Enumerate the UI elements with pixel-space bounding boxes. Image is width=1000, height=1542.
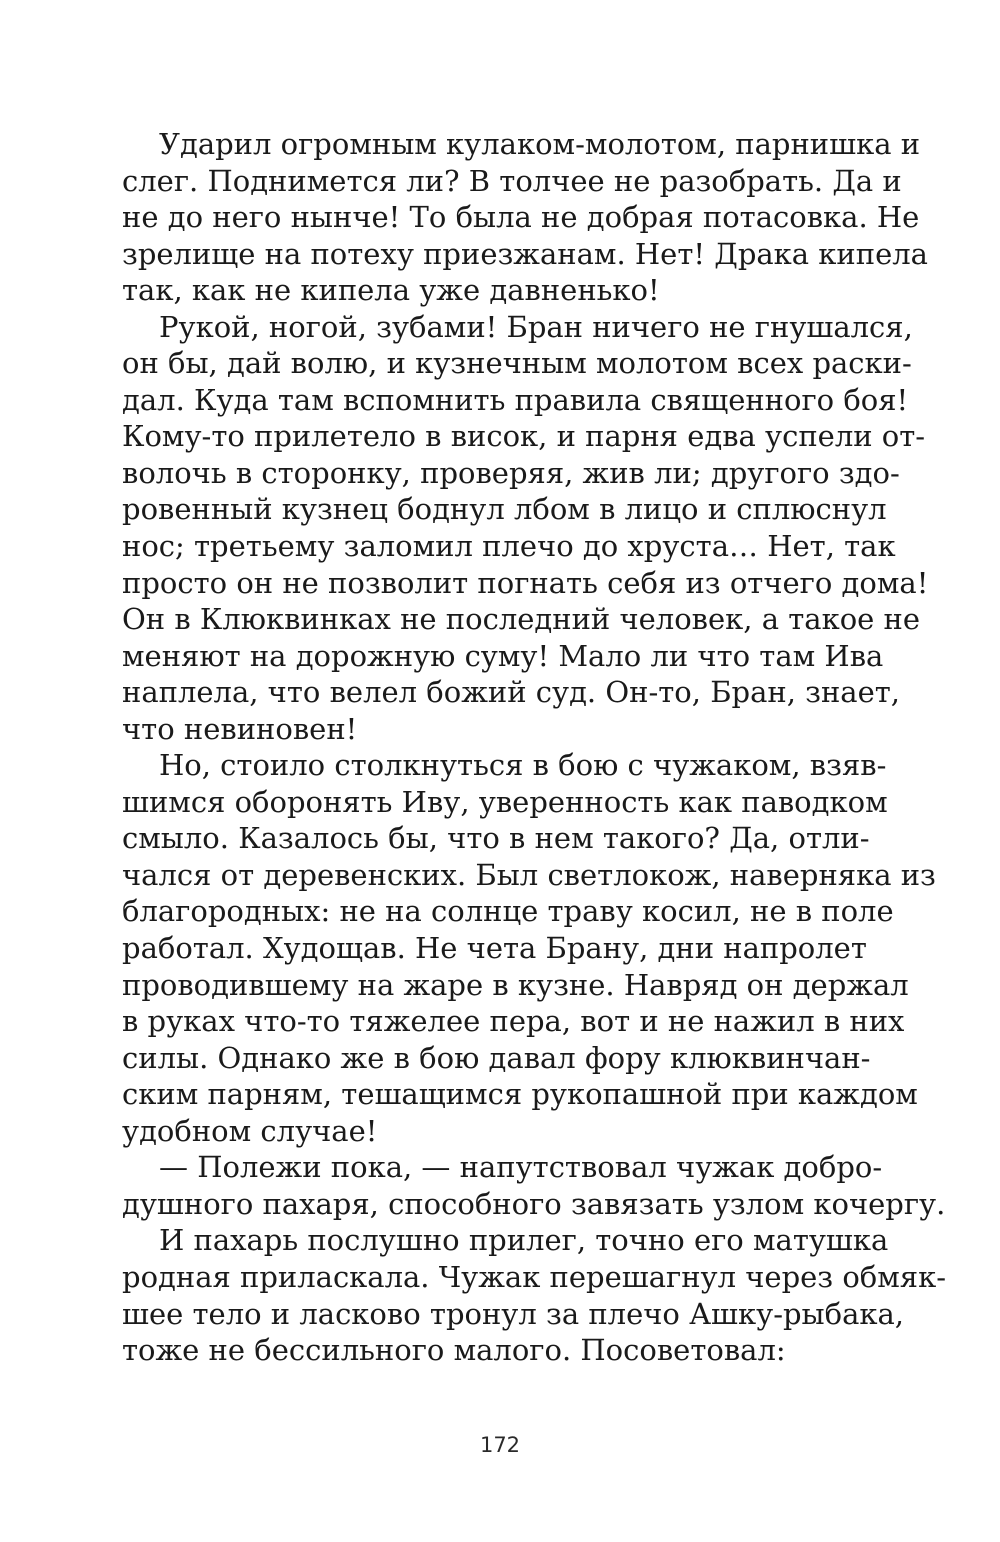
text-line: в руках что-то тяжелее пера, вот и не нажил в них (122, 1004, 905, 1039)
text-line: — Полежи пока, — напутствовал чужак добро- (159, 1150, 883, 1185)
text-line: Кому-то прилетело в висок, и парня едва успели от- (122, 419, 926, 454)
text-line: что невиновен! (122, 711, 358, 746)
text-line: ровенный кузнец боднул лбом в лицо и сплюснул (122, 492, 887, 527)
text-line: работал. Худощав. Не чета Брану, дни напролет (122, 931, 867, 966)
text-line: И пахарь послушно прилег, точно его матушка (159, 1223, 889, 1258)
text-line: шимся оборонять Иву, уверенность как паводком (122, 784, 888, 819)
text-line: меняют на дорожную суму! Мало ли что там Ива (122, 638, 884, 673)
text-line: тоже не бессильного малого. Посоветовал: (122, 1333, 786, 1368)
text-line: дал. Куда там вспомнить правила священного боя! (122, 382, 909, 417)
text-line: шее тело и ласково тронул за плечо Ашку-рыбака, (122, 1296, 905, 1331)
text-line: так, как не кипела уже давненько! (122, 273, 660, 308)
text-line: Рукой, ногой, зубами! Бран ничего не гнушался, (159, 309, 913, 344)
text-line: нос; третьему заломил плечо до хруста… Нет, так (122, 529, 896, 564)
text-line: волочь в сторонку, проверяя, жив ли; другого здо- (122, 455, 900, 490)
text-line: слег. Поднимется ли? В толчее не разобрать. Да и (122, 163, 902, 198)
text-line: ским парням, тешащимся рукопашной при каждом (122, 1077, 918, 1112)
text-line: Но, стоило столкнуться в бою с чужаком, взяв- (159, 748, 887, 783)
text-line: наплела, что велел божий суд. Он-то, Бран, знает, (122, 675, 900, 710)
text-line: душного пахаря, способного завязать узлом кочергу. (122, 1186, 946, 1221)
text-line: зрелище на потеху приезжанам. Нет! Драка кипела (122, 236, 928, 271)
text-line: Он в Клюквинках не последний человек, а такое не (122, 602, 921, 637)
text-line: не до него нынче! То была не добрая потасовка. Не (122, 200, 920, 235)
text-line: просто он не позволит погнать себя из отчего дома! (122, 565, 929, 600)
text-line: благородных: не на солнце траву косил, не в поле (122, 894, 894, 929)
body-text (122, 126, 947, 1369)
page-number: 172 (479, 1433, 521, 1457)
text-line: чался от деревенских. Был светлокож, наверняка из (122, 857, 936, 892)
text-line: смыло. Казалось бы, что в нем такого? Да, отли- (122, 821, 870, 856)
text-line: удобном случае! (122, 1113, 378, 1148)
text-line: родная приласкала. Чужак перешагнул через обмяк- (122, 1259, 947, 1294)
text-line: он бы, дай волю, и кузнечным молотом всех раски- (122, 346, 912, 381)
text-line: Ударил огромным кулаком-молотом, парнишка и (159, 127, 921, 161)
text-line: проводившему на жаре в кузне. Навряд он держал (122, 967, 909, 1002)
text-line: силы. Однако же в бою давал фору клюквинчан- (122, 1040, 871, 1075)
